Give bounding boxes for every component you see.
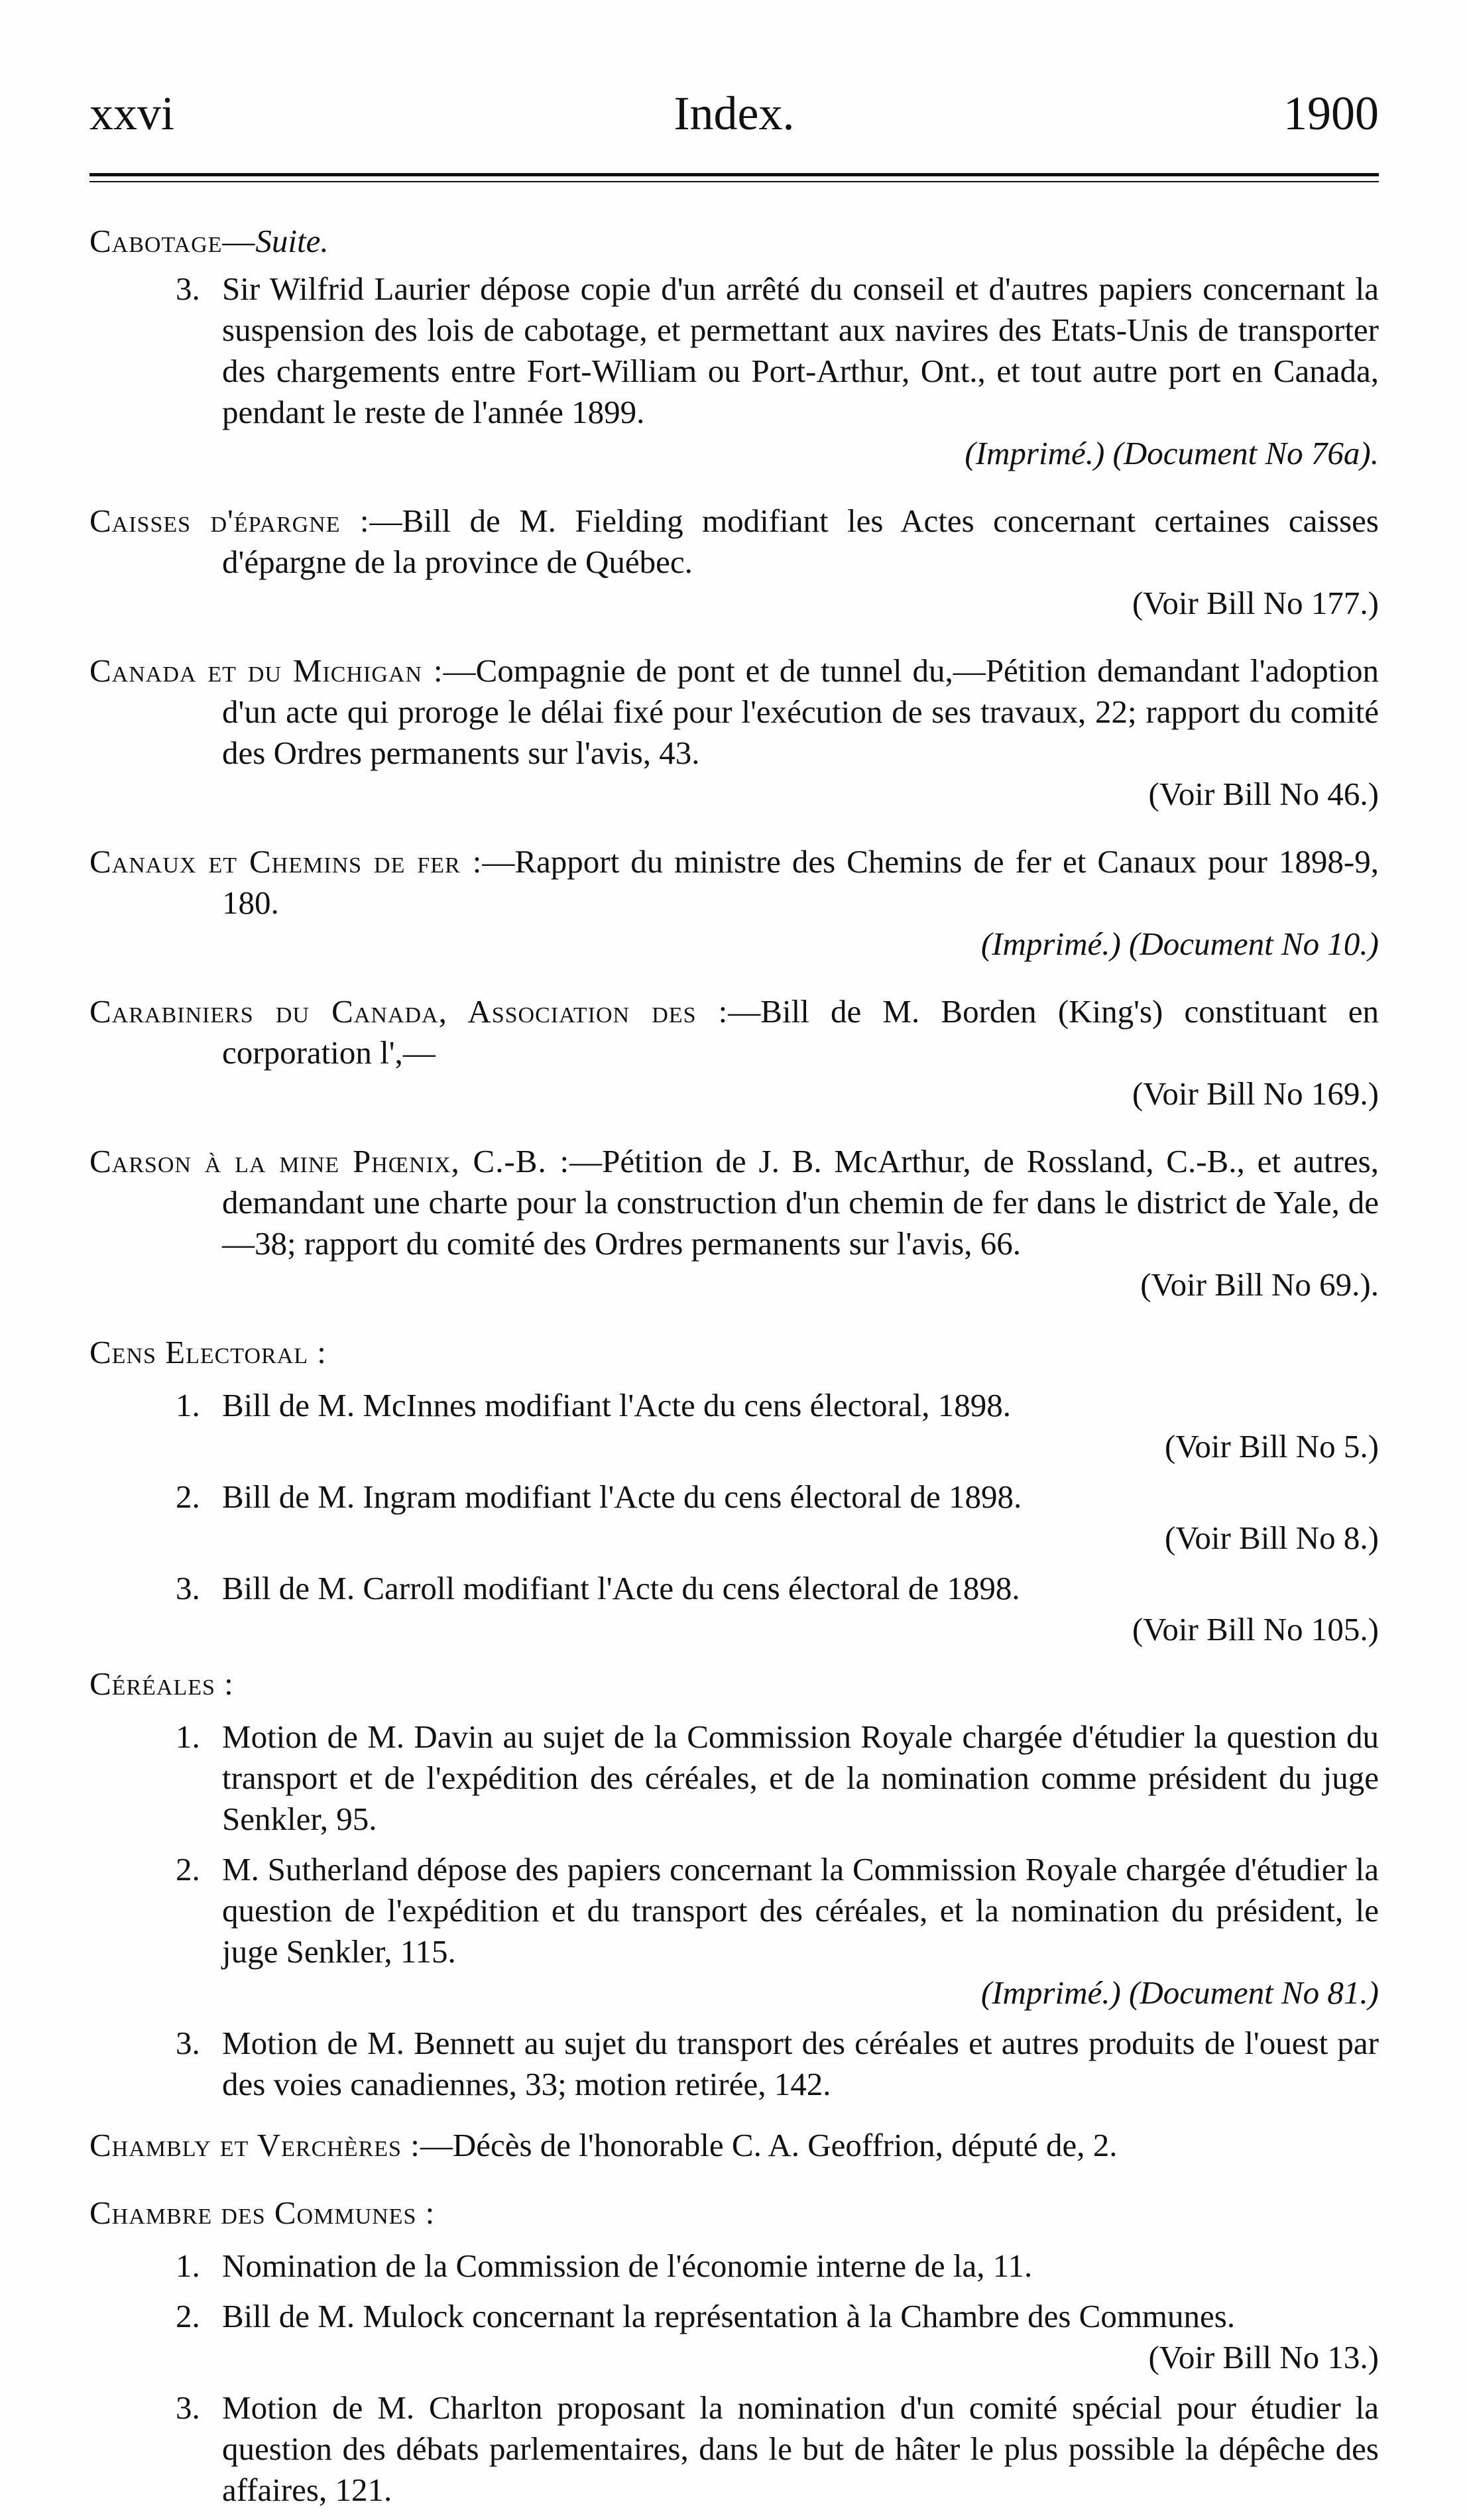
- item-text: Motion de M. Charlton proposant la nomination d'un comité spécial pour étudier la question des débats parlementaires, dans le but de hâter le plus possible la dépêche des affaires, 121.: [222, 2389, 1379, 2508]
- entry-cens: [89, 1332, 1379, 1650]
- item-number: 3.: [176, 2025, 200, 2061]
- entry-head: Chambly et Verchères :: [89, 2127, 420, 2163]
- entry-head: Chambre des Communes :: [89, 2194, 436, 2231]
- entry-head: Carson à la mine Phœnix, C.-B. :: [89, 1143, 570, 1179]
- list-item: [89, 269, 1379, 474]
- bill-reference: (Voir Bill No 8.): [1164, 1520, 1379, 1556]
- item-text: Nomination de la Commission de l'économie interne de la, 11.: [222, 2248, 1033, 2284]
- item-text: Sir Wilfrid Laurier dépose copie d'un arrêté du conseil et d'autres papiers concernant la suspension des lois de cabotage, et permettant aux navires des Etats-Unis de transporter des chargements entre Fort-William ou Port-Arthur, Ont., et tout autre port en Canada, pendant le reste de l'année 1899.: [222, 270, 1379, 430]
- bill-reference: (Voir Bill No 5.): [1164, 1428, 1379, 1465]
- entry-head: Cabotage—: [89, 223, 256, 259]
- entry-head: Céréales :: [89, 1665, 234, 1702]
- page-year: 1900: [1283, 87, 1379, 140]
- item-text: Motion de M. Davin au sujet de la Commission Royale chargée d'étudier la question du transport et de l'expédition des céréales, et de la nomination comme président du juge Senkler, 95.: [222, 1718, 1379, 1837]
- item-text: Bill de M. McInnes modifiant l'Acte du cens électoral, 1898.: [222, 1387, 1011, 1423]
- entry-carabiniers: [89, 991, 1379, 1114]
- item-text: Bill de M. Mulock concernant la représentation à la Chambre des Communes.: [222, 2298, 1236, 2334]
- list-item: [89, 2246, 1379, 2287]
- page-title: Index.: [674, 87, 795, 140]
- list-item: [89, 1716, 1379, 1840]
- item-text: M. Sutherland dépose des papiers concernant la Commission Royale chargée d'étudier la question de l'expédition et du transport des céréales, et la nomination du président, le juge Senkler, 115.: [222, 1851, 1379, 1970]
- index-page: [89, 80, 1379, 2520]
- item-number: 3.: [176, 2389, 200, 2426]
- item-number: 1.: [176, 2248, 200, 2284]
- bill-reference: (Voir Bill No 46.): [1148, 776, 1379, 812]
- entry-text: —Bill de M. Fielding modifiant les Actes concernant certaines caisses d'épargne de la province de Québec.: [222, 503, 1379, 580]
- entry-head: Canada et du Michigan :: [89, 652, 443, 689]
- entry-text: —Pétition de J. B. McArthur, de Rossland, C.-B., et autres, demandant une charte pour la construction d'un chemin de fer dans le district de Yale, de—38; rapport du comité des Ordres permanents sur l'avis, 66.: [222, 1143, 1379, 1262]
- item-number: 1.: [176, 1387, 200, 1423]
- entry-text: —Bill de M. Borden (King's) constituant en corporation l',—: [222, 993, 1379, 1071]
- list-item: [89, 2023, 1379, 2105]
- entry-michigan: [89, 650, 1379, 815]
- item-number: 3.: [176, 1570, 200, 1606]
- bill-reference: (Voir Bill No 177.): [1132, 585, 1379, 621]
- entry-chambre: [89, 2192, 1379, 2511]
- entry-head: Canaux et Chemins de fer :: [89, 843, 483, 880]
- item-number: 1.: [176, 1718, 200, 1755]
- entry-head: Cens Electoral :: [89, 1334, 327, 1370]
- entry-head: Carabiniers du Canada, Association des :: [89, 993, 729, 1030]
- entry-canaux: [89, 841, 1379, 965]
- bill-reference: (Voir Bill No 69.).: [1140, 1266, 1379, 1303]
- item-number: 2.: [176, 1851, 200, 1888]
- document-reference: (Imprimé.) (Document No 81.): [980, 1974, 1379, 2011]
- list-item: [89, 1849, 1379, 2013]
- list-item: [89, 1385, 1379, 1467]
- entry-caisses: [89, 501, 1379, 624]
- item-text: Bill de M. Ingram modifiant l'Acte du cens électoral de 1898.: [222, 1478, 1022, 1515]
- list-item: [89, 1476, 1379, 1559]
- document-reference: (Imprimé.) (Document No 10.): [980, 926, 1379, 962]
- item-text: Bill de M. Carroll modifiant l'Acte du cens électoral de 1898.: [222, 1570, 1020, 1606]
- list-item: [89, 2296, 1379, 2378]
- suite-label: Suite.: [255, 223, 329, 259]
- item-text: Motion de M. Bennett au sujet du transport des céréales et autres produits de l'ouest par des voies canadiennes, 33; motion retirée, 142.: [222, 2025, 1379, 2102]
- list-item: [89, 2387, 1379, 2511]
- index-content: [89, 221, 1379, 2511]
- entry-text: —Rapport du ministre des Chemins de fer et Canaux pour 1898-9, 180.: [222, 843, 1379, 921]
- entry-carson: [89, 1141, 1379, 1305]
- entry-cabotage: [89, 221, 1379, 474]
- entry-cereales: [89, 1663, 1379, 2105]
- list-item: [89, 1568, 1379, 1650]
- entry-head: Caisses d'épargne :: [89, 503, 370, 539]
- item-number: 2.: [176, 2298, 200, 2334]
- entry-text: —Compagnie de pont et de tunnel du,—Pétition demandant l'adoption d'un acte qui proroge le délai fixé pour l'exécution de ses travaux, 22; rapport du comité des Ordres permanents sur l'avis, 43.: [222, 652, 1379, 771]
- document-reference: (Imprimé.) (Document No 76a).: [965, 435, 1379, 471]
- page-header: [89, 80, 1379, 149]
- item-number: 2.: [176, 1478, 200, 1515]
- item-number: 3.: [176, 270, 200, 307]
- page-number: xxvi: [89, 87, 175, 140]
- header-rule: [89, 173, 1379, 182]
- entry-text: —Décès de l'honorable C. A. Geoffrion, député de, 2.: [420, 2127, 1118, 2163]
- bill-reference: (Voir Bill No 105.): [1132, 1611, 1379, 1648]
- bill-reference: (Voir Bill No 13.): [1148, 2339, 1379, 2375]
- entry-chambly: [89, 2125, 1379, 2166]
- bill-reference: (Voir Bill No 169.): [1132, 1075, 1379, 1112]
